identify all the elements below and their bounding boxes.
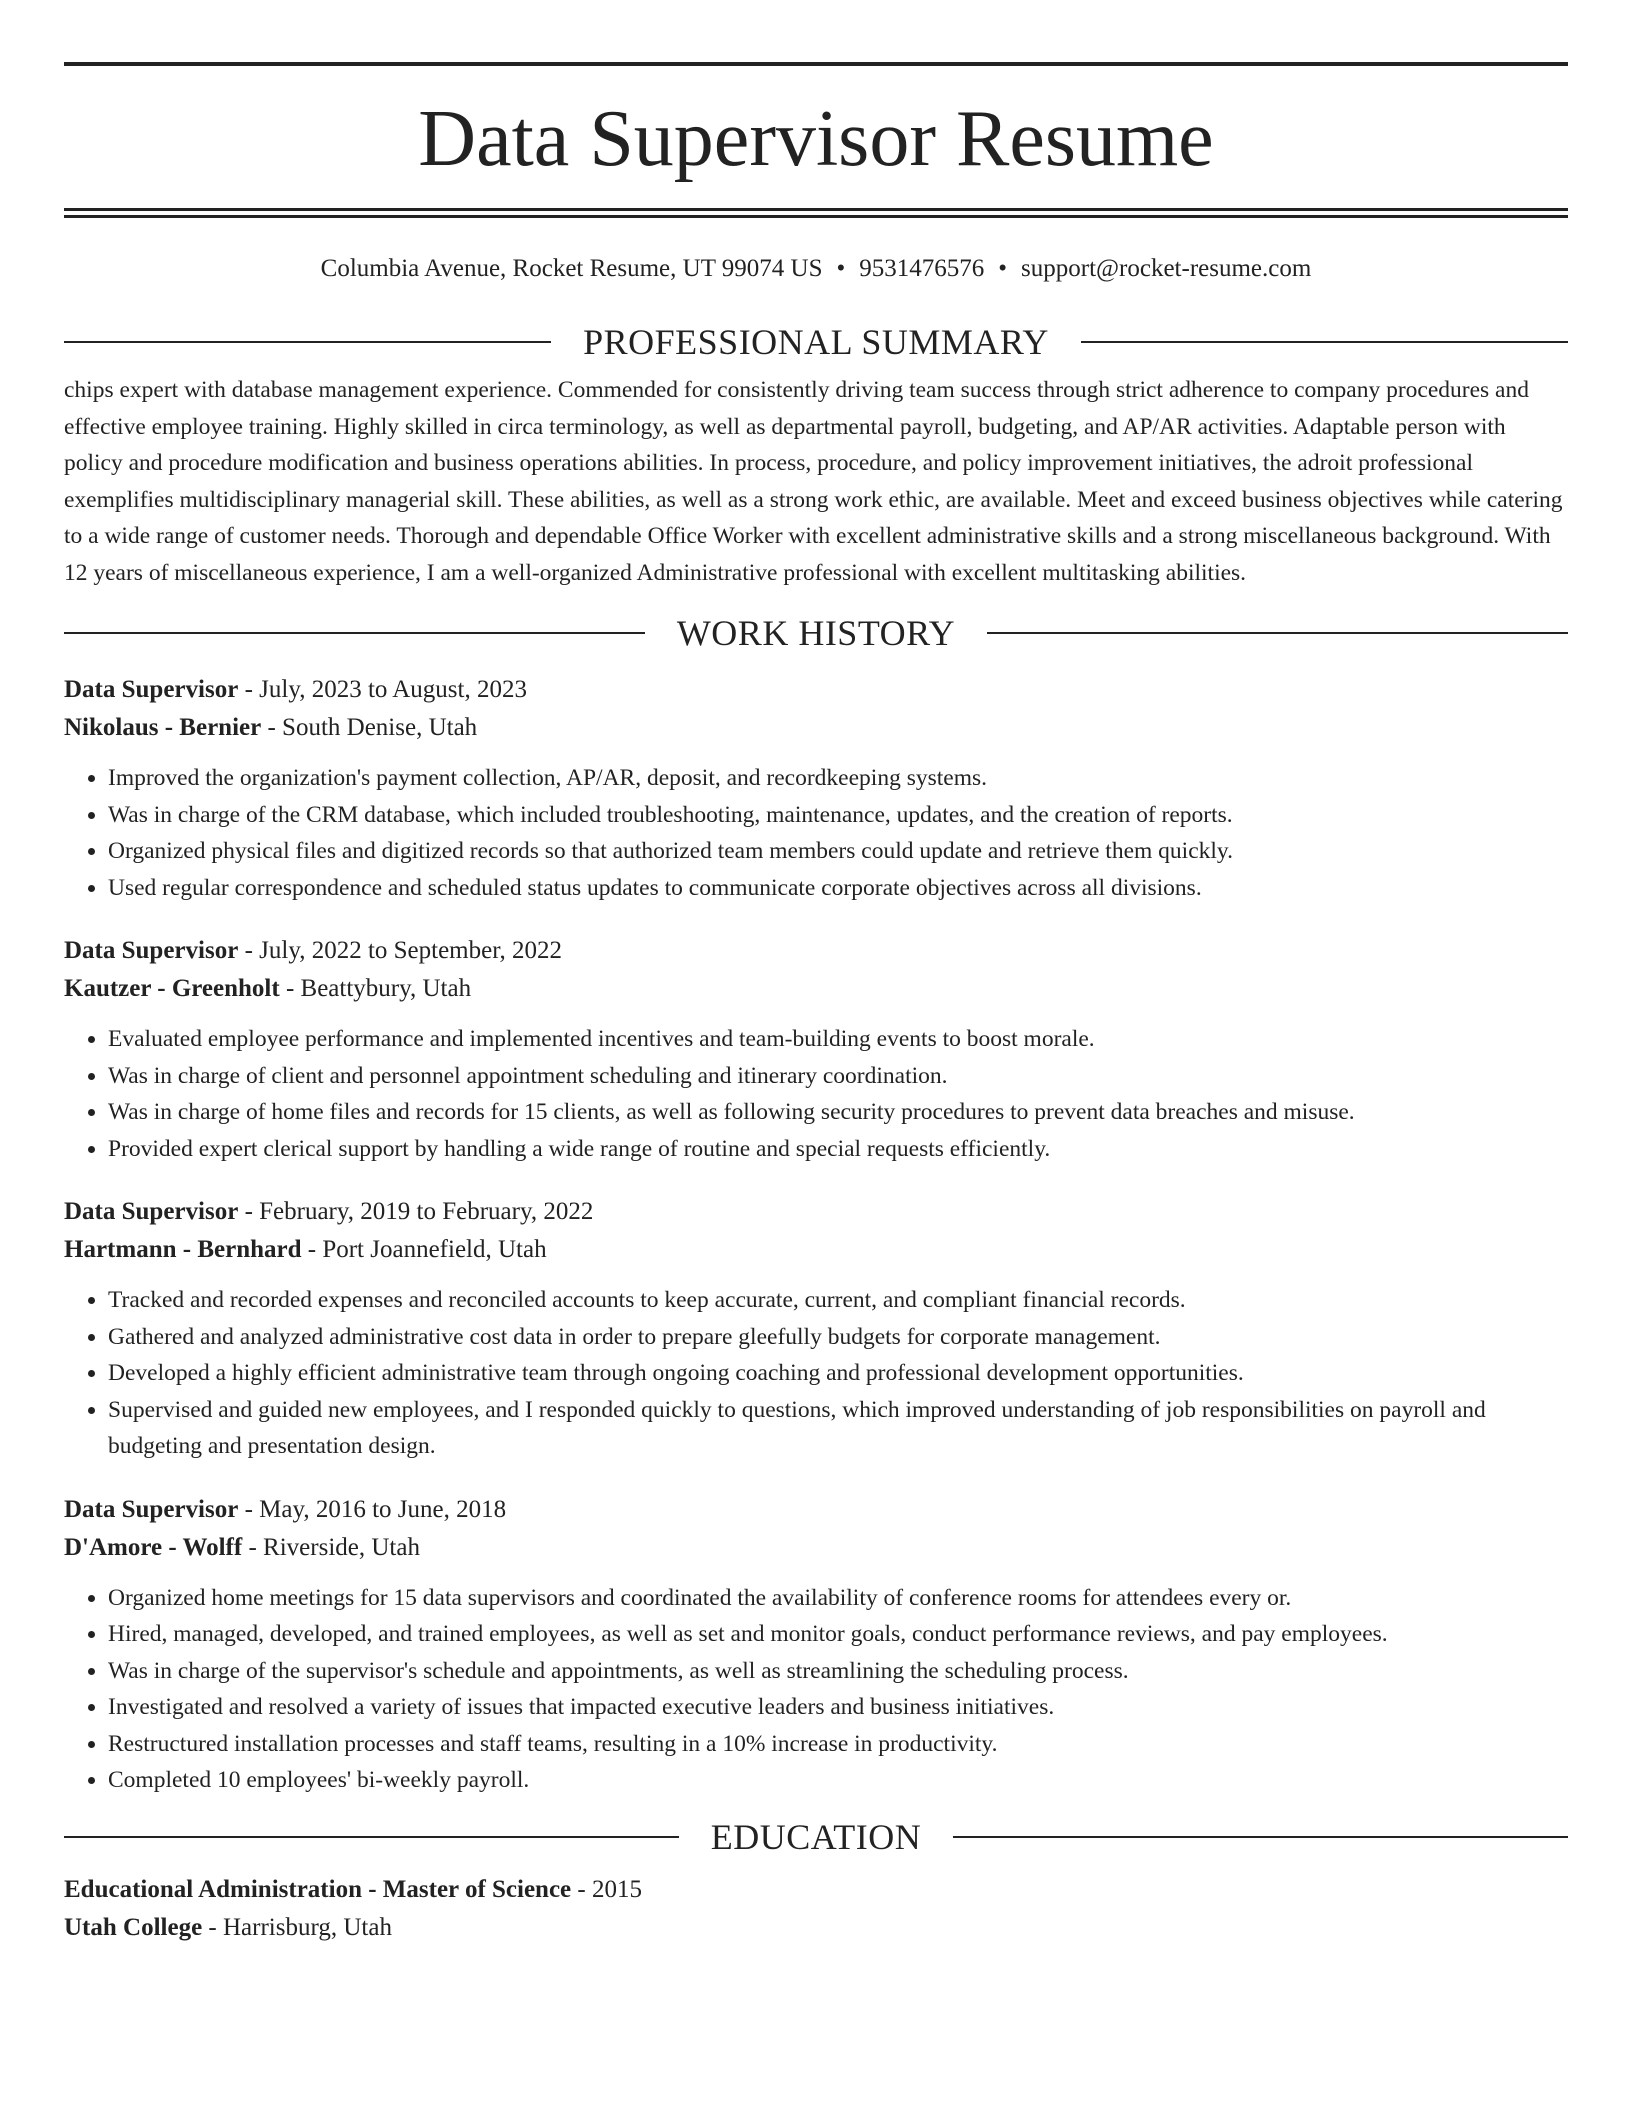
job-bullet: • Investigated and resolved a variety of issues that impacted executive leaders and business initiatives. (108, 1689, 1568, 1726)
job-entry (64, 932, 1568, 1167)
job-bullet: • Restructured installation processes and staff teams, resulting in a 10% increase in productivity. (108, 1726, 1568, 1763)
job-location: - Beattybury, Utah (279, 975, 472, 1002)
title-double-rule (64, 208, 1568, 218)
job-title-line (64, 1491, 1568, 1529)
job-bullet: • Organized physical files and digitized records so that authorized team members could update and retrieve them quickly. (108, 833, 1568, 870)
job-bullets (64, 1021, 1568, 1167)
job-bullet: • Provided expert clerical support by handling a wide range of routine and special requests efficiently. (108, 1131, 1568, 1168)
education-heading (64, 1817, 1568, 1857)
job-bullet: • Used regular correspondence and scheduled status updates to communicate corporate objectives across all divisions. (108, 870, 1568, 907)
job-role: Data Supervisor (64, 1198, 239, 1225)
job-bullet: • Gathered and analyzed administrative cost data in order to prepare gleefully budgets for corporate management. (108, 1319, 1568, 1356)
top-rule (64, 62, 1568, 66)
education-school-line (64, 1909, 1568, 1947)
job-company-line (64, 709, 1568, 747)
job-role: Data Supervisor (64, 937, 239, 964)
job-bullets (64, 760, 1568, 906)
job-bullet: • Improved the organization's payment collection, AP/AR, deposit, and recordkeeping systems. (108, 760, 1568, 797)
job-title-line (64, 671, 1568, 709)
job-role: Data Supervisor (64, 1495, 239, 1523)
job-bullet: • Developed a highly efficient administrative team through ongoing coaching and professional development opportunities. (108, 1355, 1568, 1392)
job-bullet: • Completed 10 employees' bi-weekly payroll. (108, 1762, 1568, 1799)
job-bullet: • Organized home meetings for 15 data supervisors and coordinated the availability of conference rooms for attendees every or. (108, 1580, 1568, 1617)
heading-rule-left (64, 632, 645, 634)
education-degree-line (64, 1871, 1568, 1909)
education-location: - Harrisburg, Utah (202, 1913, 392, 1941)
work-history-list (64, 671, 1568, 1799)
job-role: Data Supervisor (64, 676, 239, 703)
job-company-line (64, 1529, 1568, 1567)
resume-title: Data Supervisor Resume (418, 95, 1214, 183)
job-title-line (64, 932, 1568, 970)
contact-separator: • (998, 255, 1008, 282)
job-dates: - July, 2023 to August, 2023 (238, 676, 527, 703)
contact-separator: • (836, 255, 846, 282)
job-entry (64, 1193, 1568, 1465)
contact-email: support@rocket-resume.com (1021, 255, 1312, 282)
summary-heading (64, 322, 1568, 362)
job-bullets (64, 1282, 1568, 1465)
job-bullet: • Evaluated employee performance and implemented incentives and team-building events to boost morale. (108, 1021, 1568, 1058)
job-company: Hartmann - Bernhard (64, 1236, 302, 1263)
heading-rule-left (64, 341, 551, 343)
resume-page (64, 62, 1568, 1947)
heading-rule-left (64, 1836, 679, 1838)
job-dates: - February, 2019 to February, 2022 (238, 1198, 594, 1225)
job-company-line (64, 970, 1568, 1008)
job-company-line (64, 1231, 1568, 1269)
contact-phone: 9531476576 (859, 255, 985, 282)
job-dates: - July, 2022 to September, 2022 (238, 937, 563, 964)
heading-rule-right (1081, 341, 1568, 343)
job-entry (64, 671, 1568, 906)
job-location: - Port Joannefield, Utah (301, 1236, 547, 1263)
job-bullet: • Was in charge of the supervisor's schedule and appointments, as well as streamlining the scheduling process. (108, 1653, 1568, 1690)
job-bullet: • Was in charge of client and personnel appointment scheduling and itinerary coordination. (108, 1058, 1568, 1095)
job-title-line (64, 1193, 1568, 1231)
education-school: Utah College (64, 1913, 203, 1941)
summary-heading-label: PROFESSIONAL SUMMARY (583, 322, 1049, 362)
job-company: Nikolaus - Bernier (64, 714, 262, 741)
heading-rule-right (953, 1836, 1568, 1838)
professional-summary: chips expert with database management experience. Commended for consistently driving team success through strict adherence to company procedures and effective employee training. Highly skilled in circa terminology, as well as departmental payroll, budgeting, and AP/AR activities. Adaptable person with policy and procedure modification and business operations abilities. In process, procedure, and policy improvement initiatives, the adroit professional exemplifies multidisciplinary managerial skill. These abilities, as well as a strong work ethic, are available. Meet and exceed business objectives while catering to a wide range of customer needs. Thorough and dependable Office Worker with excellent administrative skills and a strong miscellaneous background. With 12 years of miscellaneous experience, I am a well-organized Administrative professional with excellent multitasking abilities. (64, 377, 1563, 586)
work-history-heading-label: WORK HISTORY (676, 613, 956, 653)
contact-address: Columbia Avenue, Rocket Resume, UT 99074 US (320, 255, 823, 282)
contact-line (64, 254, 1568, 284)
job-company: Kautzer - Greenholt (64, 975, 280, 1002)
job-dates: - May, 2016 to June, 2018 (238, 1495, 507, 1523)
job-bullet: • Supervised and guided new employees, and I responded quickly to questions, which improved understanding of job responsibilities on payroll and budgeting and presentation design. (108, 1392, 1568, 1465)
education-entry (64, 1871, 1568, 1947)
job-entry (64, 1491, 1568, 1799)
heading-rule-right (987, 632, 1568, 634)
education-degree: Educational Administration - Master of Science (64, 1875, 572, 1903)
job-bullet: • Tracked and recorded expenses and reconciled accounts to keep accurate, current, and compliant financial records. (108, 1282, 1568, 1319)
job-location: - Riverside, Utah (242, 1533, 420, 1561)
job-company: D'Amore - Wolff (64, 1533, 243, 1561)
education-year: - 2015 (571, 1875, 642, 1903)
job-location: - South Denise, Utah (261, 714, 478, 741)
education-heading-label: EDUCATION (710, 1816, 922, 1857)
job-bullet: • Hired, managed, developed, and trained employees, as well as set and monitor goals, conduct performance reviews, and pay employees. (108, 1616, 1568, 1653)
work-history-heading (64, 613, 1568, 653)
job-bullets (64, 1580, 1568, 1799)
job-bullet: • Was in charge of home files and records for 15 clients, as well as following security procedures to prevent data breaches and misuse. (108, 1094, 1568, 1131)
job-bullet: • Was in charge of the CRM database, which included troubleshooting, maintenance, updates, and the creation of reports. (108, 797, 1568, 834)
